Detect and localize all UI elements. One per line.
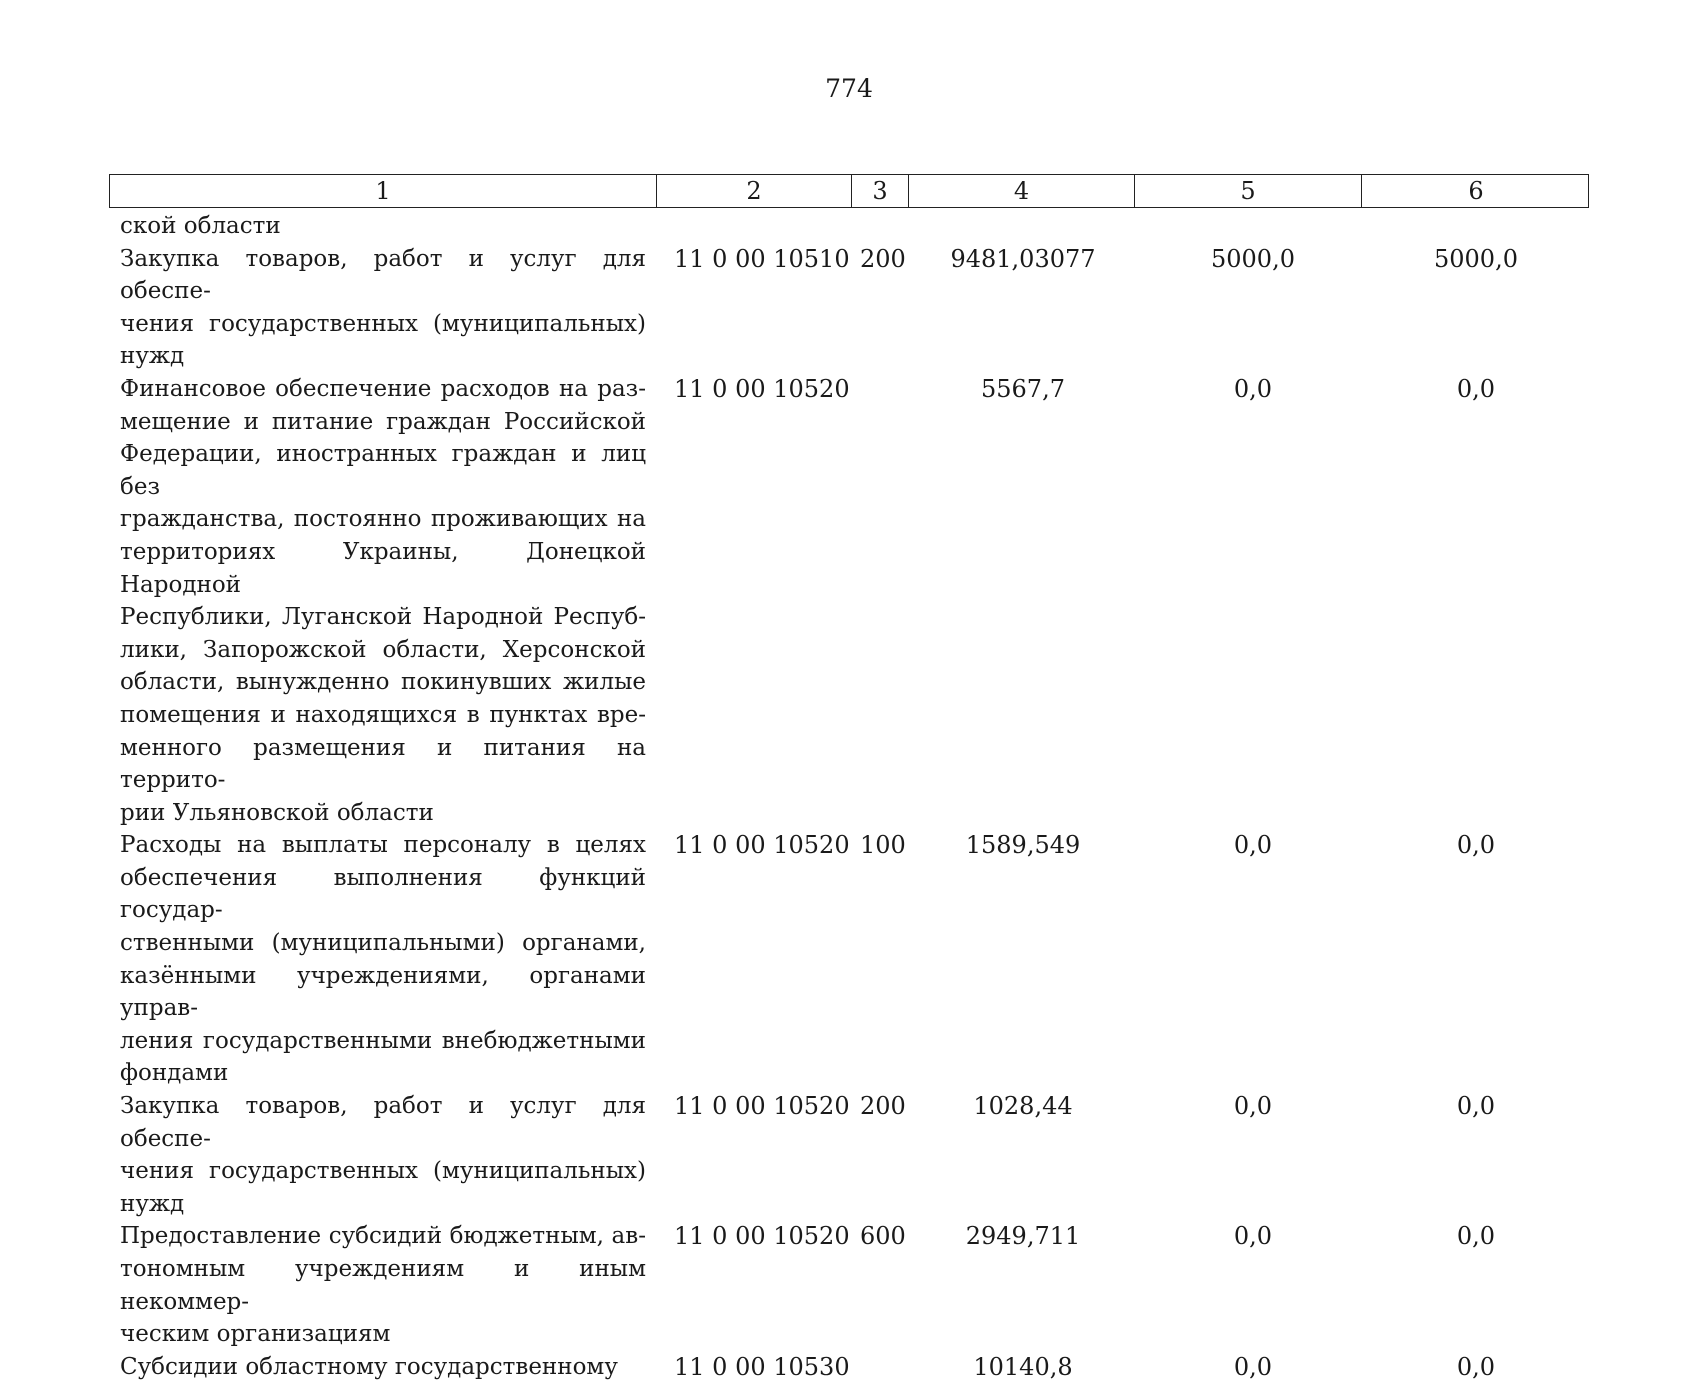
description-line: Закупка товаров, работ и услуг для обеспе- [120,1093,646,1152]
description-line: гражданства, постоянно проживающих на [120,506,646,533]
amount-col-6: 0,0 [1456,1352,1496,1381]
amount-col-4: 9481,03077 [950,244,1096,273]
description-line: Субсидии областному государственному [120,1353,618,1380]
amount-col-4: 5567,7 [981,374,1065,403]
table-row [0,210,1698,243]
expense-type-code: 200 [860,244,906,273]
row-description [120,243,646,373]
amount-col-5: 0,0 [1233,831,1273,860]
header-cell: 3 [852,175,909,207]
amount-col-4: 1589,549 [965,831,1081,860]
description-line: обеспечения выполнения функций государ- [120,864,646,924]
amount-col-6: 0,0 [1456,1092,1496,1121]
row-description [120,1090,646,1220]
target-article-code: 11 0 00 10520 [674,374,850,403]
description-line: мещение и питание граждан Российской [120,408,646,435]
description-line: Финансовое обеспечение расходов на раз- [120,375,646,402]
row-description [120,1351,646,1383]
table-row [0,243,1698,373]
description-line: тономным учреждениям и иным некоммер- [120,1256,646,1315]
description-line: чения государственных (муниципальных) [120,310,646,337]
header-cell: 6 [1468,177,1484,205]
description-line: нужд [120,1190,185,1217]
header-cell: 4 [909,175,1135,207]
description-line: области, вынужденно покинувших жилые [120,669,646,696]
description-line: Федерации, иностранных граждан и лиц без [120,441,646,500]
table-row [0,373,1698,829]
description-line: ления государственными внебюджетными [120,1027,646,1054]
description-line: помещения и находящихся в пунктах вре- [120,701,646,728]
expense-type-code: 600 [860,1222,906,1251]
row-description [120,1220,646,1350]
table-row [0,1351,1698,1383]
description-line: фондами [120,1060,229,1087]
expense-type-code: 200 [860,1092,906,1121]
amount-col-6: 0,0 [1456,831,1496,860]
target-article-code: 11 0 00 10520 [674,1222,850,1251]
description-line: Предоставление субсидий бюджетным, ав- [120,1223,646,1250]
description-line: нужд [120,343,185,370]
description-line: Закупка товаров, работ и услуг для обеспе- [120,245,646,305]
description-line: рии Ульяновской области [120,799,434,826]
target-article-code: 11 0 00 10530 [674,1352,850,1381]
header-cell: 5 [1135,175,1362,207]
description-line: территориях Украины, Донецкой Народной [120,538,646,598]
row-description [120,210,646,243]
target-article-code: 11 0 00 10520 [674,831,850,860]
amount-col-4: 10140,8 [973,1352,1073,1381]
description-line: ской области [120,213,281,239]
page-number: 774 [825,74,873,103]
target-article-code: 11 0 00 10510 [674,244,850,273]
row-description [120,829,646,1090]
table-body [0,210,1698,1383]
description-line: Расходы на выплаты персоналу в целях [120,832,646,859]
amount-col-6: 0,0 [1456,1222,1496,1251]
target-article-code: 11 0 00 10520 [674,1092,850,1121]
header-cell: 1 [110,175,657,207]
expense-type-code: 100 [860,831,906,860]
amount-col-5: 0,0 [1233,1352,1273,1381]
amount-col-4: 2949,711 [965,1222,1081,1251]
amount-col-6: 5000,0 [1434,244,1518,273]
amount-col-5: 0,0 [1233,1092,1273,1121]
table-row [0,1220,1698,1350]
header-cell: 2 [657,175,852,207]
amount-col-5: 0,0 [1233,374,1273,403]
table-row [0,829,1698,1090]
table-row [0,1090,1698,1220]
description-line: чения государственных (муниципальных) [120,1158,646,1185]
table-header [109,174,1589,208]
amount-col-6: 0,0 [1456,374,1496,403]
amount-col-5: 0,0 [1233,1222,1273,1251]
description-line: ственными (муниципальными) органами, [120,930,646,957]
description-line: казёнными учреждениями, органами управ- [120,962,646,1022]
description-line: Республики, Луганской Народной Респуб- [120,604,646,631]
row-description [120,373,646,829]
amount-col-4: 1028,44 [973,1092,1073,1121]
description-line: менного размещения и питания на террито- [120,734,646,794]
description-line: лики, Запорожской области, Херсонской [120,636,646,663]
amount-col-5: 5000,0 [1211,244,1295,273]
description-line: ческим организациям [120,1321,391,1348]
